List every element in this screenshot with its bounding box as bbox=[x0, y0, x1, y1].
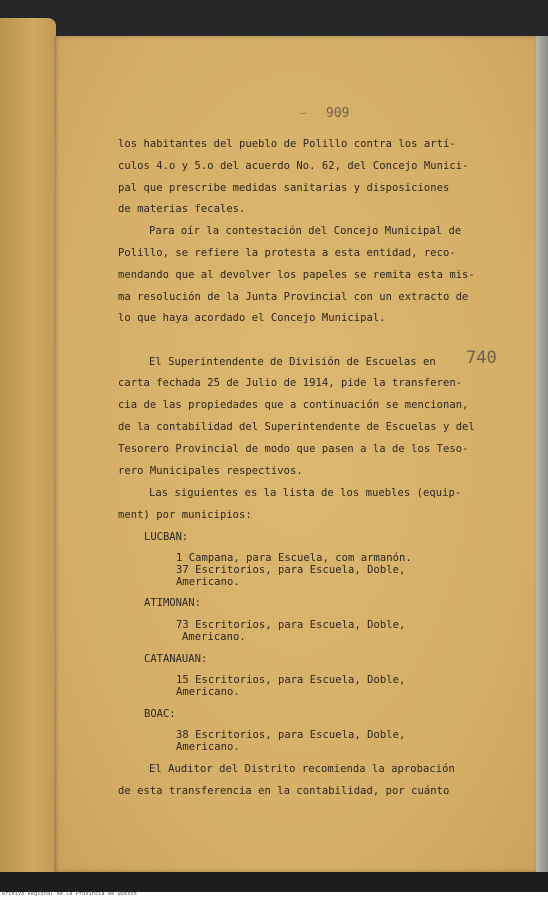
list-item: Americano. bbox=[176, 576, 240, 588]
municipality-heading: BOAC: bbox=[144, 708, 176, 720]
list-item: Americano. bbox=[176, 741, 240, 753]
list-item: 38 Escritorios, para Escuela, Doble, bbox=[176, 729, 406, 741]
list-item: 1 Campana, para Escuela, com armanón. bbox=[176, 552, 412, 564]
list-item: Americano. bbox=[176, 686, 240, 698]
list-item: 37 Escritorios, para Escuela, Doble, bbox=[176, 564, 406, 576]
text-line: carta fechada 25 de Julio de 1914, pide la transferen- bbox=[118, 377, 463, 389]
text-line: de esta transferencia en la contabilidad, por cuánto bbox=[118, 785, 450, 797]
municipality-heading: LUCBAN: bbox=[144, 531, 189, 543]
top-bar bbox=[0, 0, 548, 36]
document-page bbox=[54, 36, 536, 872]
previous-page-edge bbox=[0, 18, 56, 884]
right-page-edge bbox=[536, 36, 548, 872]
text-line: Polillo, se refiere la protesta a esta entidad, reco- bbox=[118, 247, 456, 259]
text-line: Tesorero Provincial de modo que pasen a la de los Teso- bbox=[118, 443, 469, 455]
text-line: mendando que al devolver los papeles se remita esta mis- bbox=[118, 269, 475, 281]
text-line: ma resolución de la Junta Provincial con un extracto de bbox=[118, 291, 469, 303]
text-line: Para oír la contestación del Concejo Municipal de bbox=[149, 225, 462, 237]
text-line: cia de las propiedades que a continuación se mencionan, bbox=[118, 399, 469, 411]
list-item: Americano. bbox=[182, 631, 246, 643]
text-line: Las siguientes es la lista de los muebles (equip- bbox=[149, 487, 462, 499]
text-line: de materias fecales. bbox=[118, 203, 246, 215]
page-number: 909 bbox=[326, 106, 350, 121]
text-line: rero Municipales respectivos. bbox=[118, 465, 303, 477]
text-line: ment) por municipios: bbox=[118, 509, 252, 521]
footer-caption: Archivo Regional de la Provincia de Quezón bbox=[2, 891, 137, 897]
text-line: El Superintendente de División de Escuelas en bbox=[149, 356, 436, 368]
text-line: lo que haya acordado el Concejo Municipal. bbox=[118, 312, 386, 324]
text-line: los habitantes del pueblo de Polillo contra los artí- bbox=[118, 138, 456, 150]
text-line: de la contabilidad del Superintendente de Escuelas y del bbox=[118, 421, 475, 433]
list-item: 73 Escritorios, para Escuela, Doble, bbox=[176, 619, 406, 631]
municipality-heading: CATANAUAN: bbox=[144, 653, 208, 665]
text-line: El Auditor del Distrito recomienda la aprobación bbox=[149, 763, 455, 775]
text-line: pal que prescribe medidas sanitarias y disposiciones bbox=[118, 182, 450, 194]
text-line: culos 4.o y 5.o del acuerdo No. 62, del Concejo Munici- bbox=[118, 160, 469, 172]
margin-annotation-number: 740 bbox=[466, 348, 497, 368]
header-dash: – bbox=[300, 106, 307, 119]
municipality-heading: ATIMONAN: bbox=[144, 597, 201, 609]
list-item: 15 Escritorios, para Escuela, Doble, bbox=[176, 674, 406, 686]
